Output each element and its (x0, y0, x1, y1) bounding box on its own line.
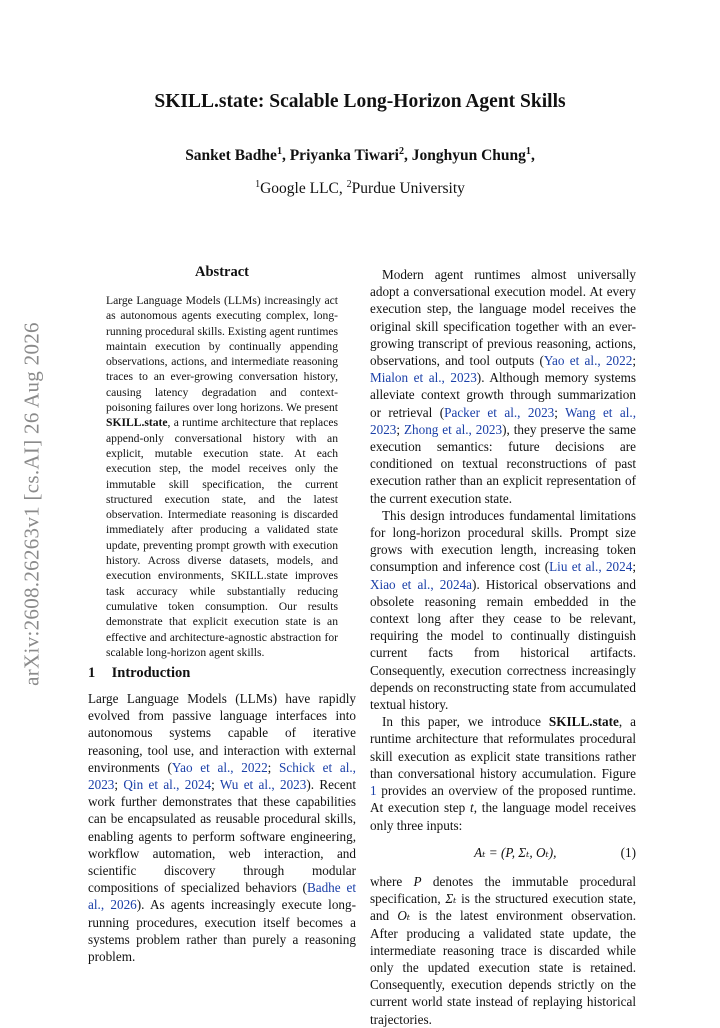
equation-number: (1) (620, 844, 636, 860)
author-affiliation-mark: 2 (398, 145, 404, 157)
affiliation-list (0, 180, 720, 198)
citation-link[interactable]: Schick et al., 2023 (88, 759, 356, 793)
paragraph (370, 507, 636, 713)
right-column-paragraphs (370, 266, 636, 834)
text-run: ). Recent work further demonstrates that these capabilities can be encapsulated as reusable procedural skills, enabling agents to perform software engineering, workflow automation, web interaction, and scientific discovery through modular compositions of specialized behaviors ( (88, 777, 356, 896)
separator: , (530, 147, 535, 164)
text-run: ; (632, 559, 636, 575)
abstract-heading: Abstract (195, 264, 249, 280)
text-run: ; (211, 777, 220, 793)
equation-body: Aₜ = (P, Σₜ, Oₜ), (474, 844, 557, 860)
math-symbol: Oₜ (397, 908, 411, 924)
author-name: Sanket Badhe (185, 147, 277, 164)
text-run: ), they preserve the same execution semantics: future decisions are conditioned on textual reconstructions of past execution rather than an explicit representation of the current execution state. (370, 421, 636, 506)
citation-link[interactable]: Liu et al., 2024 (549, 559, 633, 575)
equation-1 (370, 844, 636, 861)
text-run: ). As agents increasingly execute long-running procedures, execution itself becomes a systems problem rather than purely a reasoning problem. (88, 897, 356, 965)
right-column-body (370, 266, 636, 1028)
text-run: In this paper, we introduce (382, 714, 549, 730)
paragraph (370, 713, 636, 833)
citation-link[interactable]: Qin et al., 2024 (123, 777, 212, 793)
text-run: , a runtime architecture that reformulates procedural skill execution as explicit state transitions rather than conversational history accumulation. Figure (370, 714, 636, 781)
text-run: Large Language Models (LLMs) have rapidly evolved from passive language interfaces into autonomous systems capable of iterative reasoning, tool use, and interaction with external environments ( (88, 691, 356, 775)
citation-link[interactable]: Yao et al., 2022 (543, 353, 633, 369)
text-run: provides an overview of the proposed runtime. At execution step (370, 783, 636, 816)
separator: , (338, 180, 347, 197)
text-run: ). Although memory systems alleviate context growth through summarization or retrieval ( (370, 370, 636, 420)
left-column-body (88, 690, 356, 965)
citation-link[interactable]: Mialon et al., 2023 (370, 370, 477, 386)
system-name: SKILL.state (548, 714, 619, 730)
arxiv-identifier: arXiv:2608.26263v1 [cs.AI] 26 Aug 2026 (19, 322, 44, 686)
author-name: Priyanka Tiwari (289, 147, 399, 164)
paragraph (370, 266, 636, 507)
text-run: ; (554, 404, 566, 420)
text-run: Modern agent runtimes almost universally adopt a conversational execution model. At every execution step, the language model receives the original skill specification together with an ever-growing transcript of previous reasoning, actions, observations, and tool outputs ( (370, 267, 636, 369)
text-run: , a runtime architecture that replaces append-only conversational history with an explicit, mutable execution state. At each execution step, the model receives only the immutable skill specification, the current structured execution state, and the latest observation. Intermediate reasoning is discarded immediately after producing a validated state update, preventing prompt growth with execution history. Across diverse datasets, models, and execution environments, SKILL.state improves task accuracy while substantially reducing cumulative token consumption. Our results demonstrate that explicit execution state is an effective and architecture-agnostic abstraction for scalable long-horizon agent skills. (106, 416, 338, 659)
paper-title: SKILL.state: Scalable Long-Horizon Agent Skills (154, 91, 566, 112)
text-run: denotes the immutable procedural specification, (370, 873, 636, 907)
text-run: ; (114, 777, 124, 793)
citation-link[interactable]: Xiao et al., 2024a (370, 576, 473, 592)
text-run: ; (267, 759, 280, 775)
text-run: ; (632, 353, 636, 369)
citation-link[interactable]: 1 (370, 783, 377, 799)
citation-link[interactable]: Wang et al., 2023 (370, 404, 636, 437)
text-run: ). Historical observations and obsolete reasoning remain embedded in the context long after they cease to be relevant, requiring the model to continually distinguish current facts from historical artifacts. Consequently, execution correctness increasingly depends on reconstructing state from accumulated textual history. (370, 576, 636, 713)
text-run: Large Language Models (LLMs) increasingly act as autonomous agents executing complex, long-running procedural skills. Existing agent runtimes maintain execution by continually appending observations, actions, and intermediate reasoning traces to an ever-growing conversation history, causing latency degradation and context-poisoning failures over long horizons. We present (106, 294, 338, 415)
paragraph (370, 873, 636, 1028)
math-symbol: P (413, 873, 422, 889)
text-run: is the structured execution state, and (370, 891, 637, 924)
abstract-body (106, 293, 338, 660)
separator: , (281, 147, 290, 164)
math-symbol: Σₜ (445, 891, 457, 907)
author-name: Jonghyun Chung (411, 147, 526, 164)
text-run: This design introduces fundamental limitations for long-horizon procedural skills. Prompt size grows with execution length, increasing token consumption and inference cost ( (370, 507, 636, 575)
citation-link[interactable]: Zhong et al., 2023 (403, 421, 503, 437)
text-run: ; (396, 421, 404, 437)
separator: , (403, 147, 412, 164)
abstract-paragraph (106, 293, 338, 660)
citation-link[interactable]: Wu et al., 2023 (219, 777, 307, 793)
system-name: SKILL.state (106, 416, 168, 430)
text-run: is the latest environment observation. After producing a validated state update, the intermediate reasoning trace is discarded while only the updated execution state is retained. Consequently, execution depends strictly on the current world state instead of replaying historical trajectories. (370, 908, 636, 1027)
text-run: , the language model receives only three inputs: (370, 800, 636, 833)
section-number: 1 (88, 665, 96, 681)
affiliation-name: Google LLC (260, 180, 339, 197)
affiliation-mark: 2 (346, 178, 352, 190)
author-affiliation-mark: 1 (276, 145, 282, 157)
author-list (0, 147, 720, 165)
text-run: where (370, 873, 414, 889)
math-symbol: t (470, 800, 474, 816)
paragraph (88, 690, 356, 965)
citation-link[interactable]: Badhe et al., 2026 (88, 880, 356, 913)
affiliation-mark: 1 (255, 178, 261, 190)
section-heading-introduction (88, 665, 190, 682)
citation-link[interactable]: Yao et al., 2022 (171, 759, 268, 775)
arxiv-sidebar (14, 294, 50, 714)
affiliation-name: Purdue University (351, 180, 465, 197)
citation-link[interactable]: Packer et al., 2023 (444, 404, 555, 420)
section-title: Introduction (111, 665, 191, 681)
author-affiliation-mark: 1 (525, 145, 531, 157)
